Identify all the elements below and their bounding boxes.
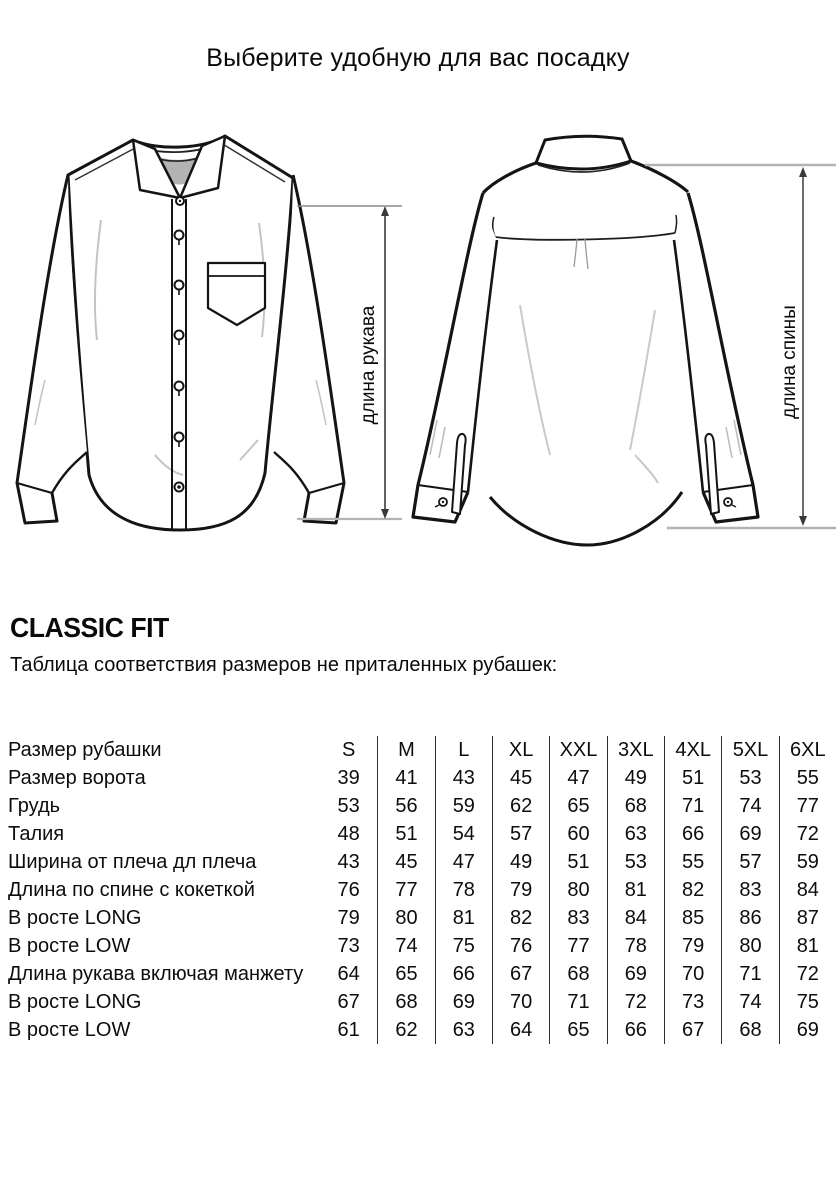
size-value: 47	[549, 764, 606, 792]
size-value: 66	[664, 820, 721, 848]
size-table-row	[0, 904, 836, 932]
size-value: 67	[337, 991, 360, 1013]
size-value: 39	[337, 767, 360, 789]
size-value: 66	[435, 960, 492, 988]
size-value: 80	[377, 904, 434, 932]
size-value: 68	[377, 988, 434, 1016]
size-value: 76	[337, 879, 360, 901]
size-value: 87	[779, 904, 836, 932]
size-column-header: L	[435, 736, 492, 764]
size-value: 75	[779, 988, 836, 1016]
size-value: 72	[607, 988, 664, 1016]
size-value: 69	[721, 820, 778, 848]
size-value: 86	[721, 904, 778, 932]
size-value: 65	[549, 1016, 606, 1044]
size-value: 75	[435, 932, 492, 960]
size-value: 71	[549, 988, 606, 1016]
size-value: 80	[549, 876, 606, 904]
size-value: 74	[721, 988, 778, 1016]
size-value: 76	[492, 932, 549, 960]
size-value: 43	[435, 764, 492, 792]
size-value: 77	[377, 876, 434, 904]
size-value: 79	[492, 876, 549, 904]
size-value: 45	[492, 764, 549, 792]
size-value: 70	[492, 988, 549, 1016]
size-value: 62	[377, 1016, 434, 1044]
size-value: 65	[377, 960, 434, 988]
size-value: 80	[721, 932, 778, 960]
size-value: 53	[721, 764, 778, 792]
size-value: 51	[377, 820, 434, 848]
size-value: 74	[721, 792, 778, 820]
row-label: Длина по спине с кокеткой	[8, 879, 255, 901]
size-value: 53	[607, 848, 664, 876]
back-body	[483, 161, 688, 545]
row-label: Грудь	[8, 795, 61, 817]
button	[175, 483, 184, 492]
row-label: В росте LONG	[8, 907, 142, 929]
size-value: 83	[721, 876, 778, 904]
row-label: Талия	[8, 823, 65, 845]
size-value: 79	[664, 932, 721, 960]
size-value: 78	[435, 876, 492, 904]
size-table-row	[0, 988, 836, 1016]
size-value: 43	[337, 851, 360, 873]
size-value: 69	[607, 960, 664, 988]
row-label: В росте LOW	[8, 935, 131, 957]
size-value: 69	[435, 988, 492, 1016]
size-value: 78	[607, 932, 664, 960]
size-value: 70	[664, 960, 721, 988]
size-value: 57	[492, 820, 549, 848]
size-value: 60	[549, 820, 606, 848]
size-value: 74	[377, 932, 434, 960]
size-value: 73	[337, 935, 360, 957]
size-table	[0, 736, 836, 1044]
size-value: 47	[435, 848, 492, 876]
size-value: 85	[664, 904, 721, 932]
size-value: 82	[664, 876, 721, 904]
size-column-header: 6XL	[779, 736, 836, 764]
size-column-header: M	[377, 736, 434, 764]
size-value: 41	[377, 764, 434, 792]
size-table-row	[0, 876, 836, 904]
size-value: 56	[377, 792, 434, 820]
row-label: В росте LONG	[8, 991, 142, 1013]
size-table-row	[0, 848, 836, 876]
size-value: 53	[337, 795, 360, 817]
size-value: 72	[779, 820, 836, 848]
size-value: 83	[549, 904, 606, 932]
size-value: 45	[377, 848, 434, 876]
size-value: 55	[779, 764, 836, 792]
size-value: 73	[664, 988, 721, 1016]
size-column-header: 4XL	[664, 736, 721, 764]
size-value: 68	[607, 792, 664, 820]
sleeve-length-label: длина рукава	[358, 305, 379, 425]
page-title: Выберите удобную для вас посадку	[206, 44, 630, 72]
size-value: 71	[721, 960, 778, 988]
size-value: 69	[779, 1016, 836, 1044]
back-right-sleeve	[674, 193, 758, 522]
size-column-header: 5XL	[721, 736, 778, 764]
size-value: 51	[664, 764, 721, 792]
size-value: 67	[492, 960, 549, 988]
shirt-front-diagram	[5, 125, 405, 545]
size-value: 64	[337, 963, 360, 985]
size-table-row	[0, 960, 836, 988]
size-value: 59	[779, 848, 836, 876]
size-value: 62	[492, 792, 549, 820]
back-left-sleeve	[413, 193, 497, 522]
size-value: 65	[549, 792, 606, 820]
size-value: 68	[721, 1016, 778, 1044]
size-value: 57	[721, 848, 778, 876]
fit-heading: CLASSIC FIT	[10, 612, 169, 643]
size-table-corner-label: Размер рубашки	[8, 739, 162, 761]
size-value: 77	[549, 932, 606, 960]
size-table-header-row	[0, 736, 836, 764]
size-value: 77	[779, 792, 836, 820]
size-value: 79	[337, 907, 360, 929]
shirt-back-diagram	[405, 125, 836, 555]
size-table-row	[0, 820, 836, 848]
size-table-row	[0, 764, 836, 792]
size-column-header: XL	[492, 736, 549, 764]
size-value: 61	[337, 1019, 360, 1041]
size-value: 81	[435, 904, 492, 932]
size-value: 63	[607, 820, 664, 848]
size-value: 49	[607, 764, 664, 792]
size-value: 59	[435, 792, 492, 820]
size-value: 48	[337, 823, 360, 845]
size-value: 84	[779, 876, 836, 904]
size-table-row	[0, 792, 836, 820]
row-label: Ширина от плеча дл плеча	[8, 851, 257, 873]
size-value: 54	[435, 820, 492, 848]
size-value: 71	[664, 792, 721, 820]
size-value: 84	[607, 904, 664, 932]
size-value: 67	[664, 1016, 721, 1044]
size-value: 49	[492, 848, 549, 876]
size-table-row	[0, 1016, 836, 1044]
size-value: 63	[435, 1016, 492, 1044]
size-value: 64	[492, 1016, 549, 1044]
back-collar	[536, 136, 631, 172]
size-value: 55	[664, 848, 721, 876]
size-value: 82	[492, 904, 549, 932]
collar-button	[176, 197, 184, 205]
size-column-header: XXL	[549, 736, 606, 764]
size-column-header: 3XL	[607, 736, 664, 764]
table-caption: Таблица соответствия размеров не приталенных рубашек:	[10, 654, 558, 676]
size-table-row	[0, 932, 836, 960]
size-value: 68	[549, 960, 606, 988]
size-value: 81	[779, 932, 836, 960]
size-value: 81	[607, 876, 664, 904]
row-label: Длина рукава включая манжету	[8, 963, 304, 985]
size-column-header: S	[341, 739, 356, 761]
size-value: 66	[607, 1016, 664, 1044]
row-label: Размер ворота	[8, 767, 146, 789]
back-length-label: длина спины	[779, 305, 800, 419]
row-label: В росте LOW	[8, 1019, 131, 1041]
size-value: 51	[549, 848, 606, 876]
size-value: 72	[779, 960, 836, 988]
